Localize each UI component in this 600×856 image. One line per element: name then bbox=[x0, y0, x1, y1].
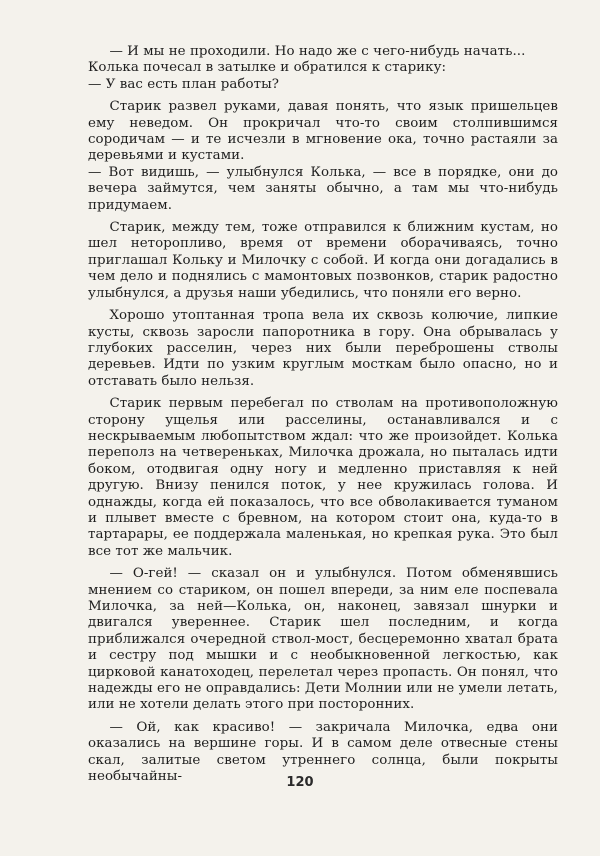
page-number: 120 bbox=[286, 775, 314, 790]
paragraph: — Вот видишь, — улыбнулся Колька, — все в порядке, они до вечера займутся, чем заняты обычно, а там мы что-нибудь придумаем. bbox=[88, 164, 558, 213]
paragraph: Колька почесал в затылке и обратился к старику: bbox=[88, 60, 447, 76]
paragraph: Старик первым перебегал по стволам на противоположную сторону ущелья или расселины, останавливался и с нескрываемым любопытством ждал: что же произойдет. Колька переполз на четвереньках, Милочка дрожала, но пыталась идти боком, отодвигая одну ногу и медленно приставляя к ней другую. Внизу пенился поток, у нее кружилась голова. И однажды, когда ей показалось, что все обволакивается туманом и плывет вместе с бревном, на котором стоит она, куда-то в тартарары, ее поддержала маленькая, но крепкая рука. Это был все тот же мальчик. bbox=[88, 396, 558, 559]
book-text-body bbox=[88, 44, 558, 785]
paragraph: — Ой, как красиво! — закричала Милочка, едва они оказались на вершине горы. И в самом деле отвесные стены скал, залитые светом утреннего солнца, были покрыты необычайны- bbox=[88, 719, 558, 785]
paragraph: — У вас есть план работы? bbox=[88, 76, 280, 92]
paragraph: — О-гей! — сказал он и улыбнулся. Потом обменявшись мнением со стариком, он пошел впереди, за ним еле поспевала Милочка, за ней—Колька, он, наконец, завязал шнурки и двигался увереннее. Старик шел последним, и когда приближался очередной ствол-мост, бесцеремонно хватал брата и сестру под мышки и с необыкновенной легкостью, как цирковой канатоходец, перелетал через пропасть. Он понял, что надежды его не оправдались: Дети Молнии или не умели летать, или не хотели делать этого при посторонних. bbox=[88, 566, 558, 713]
paragraph: Старик, между тем, тоже отправился к ближним кустам, но шел неторопливо, время от времени оборачиваясь, точно приглашал Кольку и Милочку с собой. И когда они догадались в чем дело и поднялись с мамонтовых позвонков, старик радостно улыбнулся, а друзья наши убедились, что поняли его верно. bbox=[88, 220, 558, 301]
paragraph: — И мы не проходили. Но надо же с чего-нибудь начать... bbox=[109, 44, 526, 59]
paragraph: Старик развел руками, давая понять, что язык пришельцев ему неведом. Он прокричал что-то своим столпившимся сородичам — и те исчезли в мгновение ока, точно растаяли за деревьями и кустами. bbox=[88, 99, 558, 164]
paragraph: Хорошо утоптанная тропа вела их сквозь колючие, липкие кусты, сквозь заросли папоротника в гору. Она обрывалась у глубоких расселин, через них были переброшены стволы деревьев. Идти по узким круглым мосткам было опасно, но и отставать было нельзя. bbox=[88, 308, 558, 389]
